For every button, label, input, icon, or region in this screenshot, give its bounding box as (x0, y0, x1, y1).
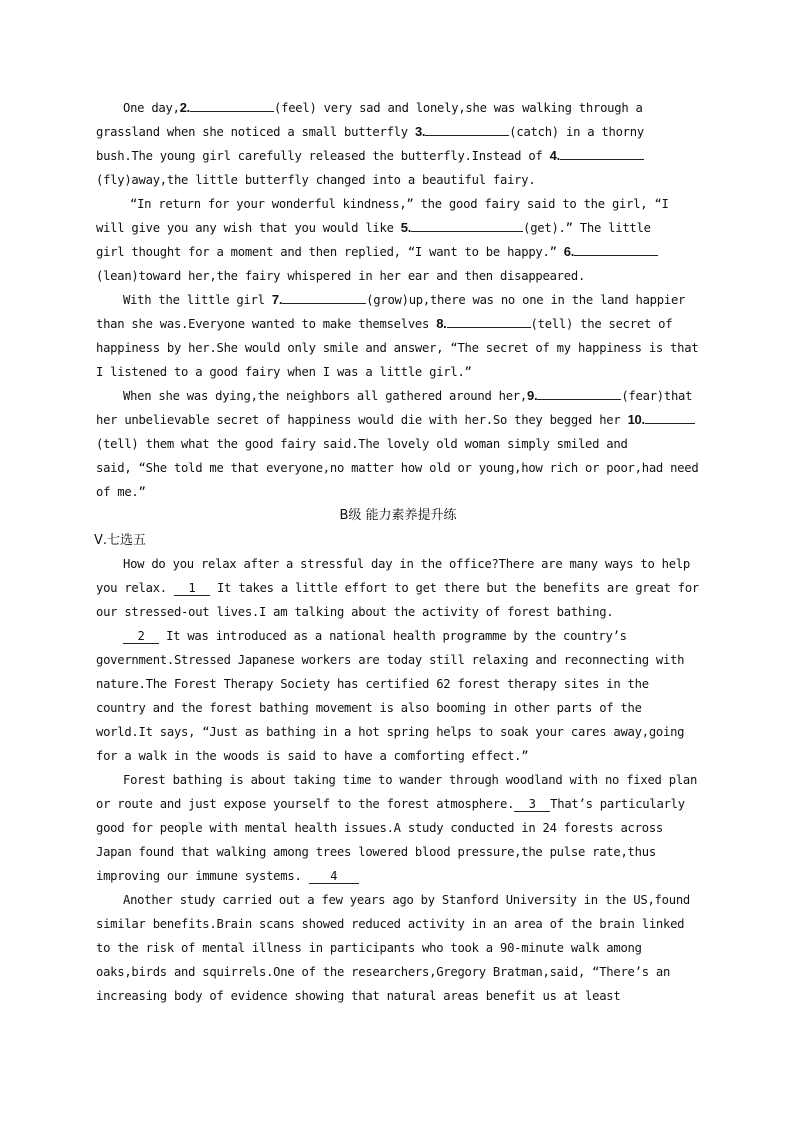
answer-blank[interactable] (411, 217, 523, 232)
text: I listened to a good fairy when I was a little girl.” (96, 365, 472, 379)
question-number: 4. (549, 148, 560, 163)
answer-blank[interactable] (447, 313, 531, 328)
text: bush.The young girl carefully released the butterfly.Instead of (96, 149, 550, 163)
text: Forest bathing is about taking time to wander through woodland with no fixed plan (123, 773, 698, 787)
text: (grow)up,there was no one in the land happier (366, 293, 686, 307)
answer-blank-4[interactable]: 4 (309, 869, 359, 884)
answer-blank[interactable] (537, 385, 621, 400)
text: With the little girl (123, 293, 272, 307)
text-line (96, 864, 700, 888)
section-heading: Ⅴ.七选五 (94, 533, 147, 548)
text: It takes a little effort to get there but the benefits are great for (209, 581, 700, 595)
text-line (96, 360, 700, 384)
question-number: 10. (627, 412, 645, 427)
text: (fear)that (621, 389, 693, 403)
text-line (96, 648, 700, 672)
text: government.Stressed Japanese workers are today still relaxing and reconnecting with (96, 653, 685, 667)
question-number: 3. (414, 124, 426, 139)
text-line (96, 120, 700, 144)
text: Another study carried out a few years ago by Stanford University in the US,found (123, 893, 690, 907)
text: country and the forest bathing movement is also booming in other parts of the (96, 701, 642, 715)
text-line (96, 936, 700, 960)
text: When she was dying,the neighbors all gathered around her, (123, 389, 527, 403)
text-line (96, 384, 700, 408)
text: nature.The Forest Therapy Society has certified 62 forest therapy sites in the (96, 677, 649, 691)
answer-blank[interactable] (282, 289, 366, 304)
answer-blank[interactable] (560, 145, 644, 160)
section-b-title: B级 能力素养提升练 (339, 508, 457, 523)
text: than she was.Everyone wanted to make themselves (96, 317, 437, 331)
answer-blank[interactable] (190, 97, 274, 112)
question-number: 2. (179, 100, 191, 115)
text: It was introduced as a national health programme by the country’s (159, 629, 627, 643)
text-line (96, 312, 700, 336)
text-line (96, 624, 700, 648)
text: or route and just expose yourself to the forest atmosphere. (96, 797, 515, 811)
text: girl thought for a moment and then replied, “I want to be happy.” (96, 245, 564, 259)
answer-blank[interactable] (574, 241, 658, 256)
text: grassland when she noticed a small butterfly (96, 125, 415, 139)
text-line (96, 240, 700, 264)
text: (fly)away,the little butterfly changed into a beautiful fairy. (96, 173, 536, 187)
text-line (96, 912, 700, 936)
question-number: 9. (527, 388, 538, 403)
text-line (96, 480, 700, 504)
text-line (96, 432, 700, 456)
text: (lean)toward her,the fairy whispered in her ear and then disappeared. (96, 269, 586, 283)
text-line (96, 192, 700, 216)
text: (tell) them what the good fairy said.The lovely old woman simply smiled and (96, 437, 628, 451)
text-line (96, 408, 700, 432)
text-line (96, 744, 700, 768)
text: improving our immune systems. (96, 869, 302, 883)
text: you relax. (96, 581, 167, 595)
answer-blank-2[interactable]: 2 (123, 629, 159, 644)
text: (catch) in a thorny (509, 125, 644, 139)
text-line (96, 816, 700, 840)
text: our stressed-out lives.I am talking about the activity of forest bathing. (96, 605, 614, 619)
text: good for people with mental health issues.A study conducted in 24 forests across (96, 821, 663, 835)
text-line (96, 696, 700, 720)
answer-blank-3[interactable]: 3 (514, 797, 550, 812)
text: to the risk of mental illness in participants who took a 90-minute walk among (96, 941, 642, 955)
text: similar benefits.Brain scans showed reduced activity in an area of the brain linked (96, 917, 685, 931)
question-number: 7. (271, 292, 283, 307)
text-line (96, 168, 700, 192)
text: will give you any wish that you would like (96, 221, 401, 235)
text-line (96, 840, 700, 864)
question-number: 8. (436, 316, 447, 331)
text-line (96, 672, 700, 696)
text-line (96, 288, 700, 312)
text: That’s particularly (550, 797, 685, 811)
text-line (96, 552, 700, 576)
text-line (96, 216, 700, 240)
answer-blank[interactable] (645, 409, 695, 424)
text-line (96, 600, 700, 624)
text-line (96, 264, 700, 288)
text: (feel) very sad and lonely,she was walking through a (274, 101, 643, 115)
text: happiness by her.She would only smile and answer, “The secret of my happiness is that (96, 341, 699, 355)
question-number: 6. (563, 244, 575, 259)
text: Japan found that walking among trees lowered blood pressure,the pulse rate,thus (96, 845, 656, 859)
text: world.It says, “Just as bathing in a hot spring helps to soak your cares away,going (96, 725, 685, 739)
text-line (96, 768, 700, 792)
text-line (96, 960, 700, 984)
text: of me.” (96, 485, 146, 499)
text-line (96, 96, 700, 120)
text-line (96, 792, 700, 816)
text: for a walk in the woods is said to have a comforting effect.” (96, 749, 529, 763)
question-number: 5. (400, 220, 412, 235)
text: said, “She told me that everyone,no matter how old or young,how rich or poor,had need (96, 461, 699, 475)
text: her unbelievable secret of happiness would die with her.So they begged her (96, 413, 628, 427)
text-line (96, 888, 700, 912)
answer-blank-1[interactable]: 1 (174, 581, 210, 596)
document-content (96, 96, 700, 1008)
text-line (96, 144, 700, 168)
answer-blank[interactable] (425, 121, 509, 136)
text-line (96, 336, 700, 360)
text: increasing body of evidence showing that natural areas benefit us at least (96, 989, 621, 1003)
text: (get).” The little (523, 221, 651, 235)
text-line (96, 984, 700, 1008)
text: (tell) the secret of (530, 317, 673, 331)
text-line (96, 720, 700, 744)
text: “In return for your wonderful kindness,” the good fairy said to the girl, “I (130, 197, 669, 211)
text: One day, (123, 101, 180, 115)
text: oaks,birds and squirrels.One of the researchers,Gregory Bratman,said, “There’s an (96, 965, 671, 979)
text: How do you relax after a stressful day in the office?There are many ways to help (123, 557, 690, 571)
text-line (96, 576, 700, 600)
text-line (96, 456, 700, 480)
section-v-title (96, 528, 700, 552)
